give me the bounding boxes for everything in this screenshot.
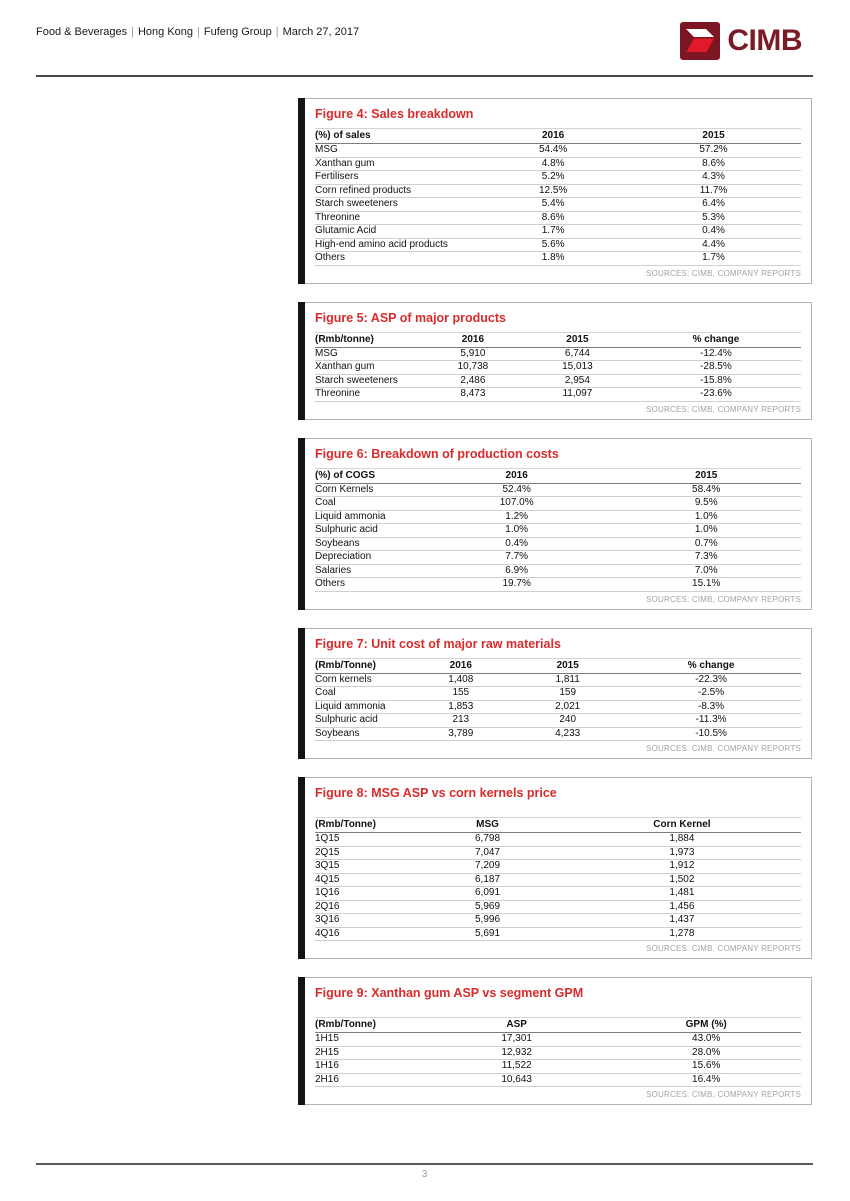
table-cell: -11.3% (621, 714, 801, 728)
table-row (315, 238, 801, 252)
table-row (315, 578, 801, 592)
table-row (315, 873, 801, 887)
table-row (315, 537, 801, 551)
table-cell: 12.5% (480, 184, 626, 198)
table-cell: 5,910 (422, 347, 524, 361)
table-row (315, 144, 801, 158)
table-cell: 1,912 (563, 860, 801, 874)
table-row (315, 198, 801, 212)
figure-title: Figure 6: Breakdown of production costs (315, 446, 559, 461)
table-cell: 15.1% (611, 578, 801, 592)
table-cell: 0.7% (611, 537, 801, 551)
table-cell: 2Q15 (315, 846, 412, 860)
table-cell: 1.7% (626, 252, 801, 266)
table-cell: 2,021 (514, 700, 621, 714)
table-cell: 17,301 (422, 1033, 612, 1047)
table-cell: 213 (407, 714, 514, 728)
table-cell: 2,954 (524, 374, 631, 388)
table-cell: 155 (407, 687, 514, 701)
table-cell: 1,278 (563, 927, 801, 941)
table-header-row (315, 818, 801, 833)
table-cell: 54.4% (480, 144, 626, 158)
table-cell: 8.6% (480, 211, 626, 225)
table-cell: 5.2% (480, 171, 626, 185)
table-cell: 52.4% (422, 483, 612, 497)
table-row (315, 900, 801, 914)
table-cell: MSG (315, 347, 422, 361)
table-row (315, 887, 801, 901)
figures-column (298, 98, 812, 1123)
column-header: Corn Kernel (563, 818, 801, 833)
table-header-row (315, 468, 801, 483)
table-row (315, 388, 801, 402)
header-divider (36, 75, 813, 77)
table-cell: Coal (315, 687, 407, 701)
header-segment: Food & Beverages (36, 26, 128, 38)
table-cell: 1.8% (480, 252, 626, 266)
table-cell: 1.7% (480, 225, 626, 239)
table-cell: 5.6% (480, 238, 626, 252)
table-row (315, 1033, 801, 1047)
table-cell: 1Q15 (315, 833, 412, 847)
column-header: 2015 (524, 332, 631, 347)
figure-source: SOURCES: CIMB, COMPANY REPORTS (646, 744, 801, 753)
figure-source: SOURCES: CIMB, COMPANY REPORTS (646, 944, 801, 953)
table-row (315, 157, 801, 171)
table-cell: 43.0% (611, 1033, 801, 1047)
table-cell: 11,522 (422, 1060, 612, 1074)
table-cell: 6,091 (412, 887, 563, 901)
table-cell: Liquid ammonia (315, 510, 422, 524)
table-row (315, 846, 801, 860)
header-segment: Fufeng Group (203, 26, 272, 38)
table-cell: Threonine (315, 211, 480, 225)
table-row (315, 171, 801, 185)
table-cell: 6.9% (422, 564, 612, 578)
table-row (315, 524, 801, 538)
table-cell: 2H15 (315, 1046, 422, 1060)
table-cell: 1Q16 (315, 887, 412, 901)
table-cell: High-end amino acid products (315, 238, 480, 252)
table-cell: 19.7% (422, 578, 612, 592)
table-cell: 1H15 (315, 1033, 422, 1047)
column-header: % change (621, 658, 801, 673)
table-cell: 11.7% (626, 184, 801, 198)
figure-accent-bar (298, 438, 305, 610)
table-row (315, 184, 801, 198)
table-cell: 12,932 (422, 1046, 612, 1060)
figure-8-box (298, 777, 812, 959)
table-row (315, 510, 801, 524)
table-cell: Others (315, 252, 480, 266)
table-row (315, 714, 801, 728)
table-cell: 6,187 (412, 873, 563, 887)
table-cell: 4.3% (626, 171, 801, 185)
table-cell: 240 (514, 714, 621, 728)
table-cell: 1,437 (563, 914, 801, 928)
table-row (315, 374, 801, 388)
table-cell: 3Q15 (315, 860, 412, 874)
table-cell: 5,996 (412, 914, 563, 928)
table-cell: 1,502 (563, 873, 801, 887)
column-header: 2016 (422, 332, 524, 347)
column-header: 2016 (407, 658, 514, 673)
table-cell: 1,408 (407, 673, 514, 687)
header-meta (36, 26, 359, 38)
figure-accent-bar (298, 302, 305, 420)
table-row (315, 700, 801, 714)
table-row (315, 1046, 801, 1060)
table-cell: -8.3% (621, 700, 801, 714)
table-header-row (315, 1018, 801, 1033)
table-header-row (315, 129, 801, 144)
table-cell: 1,973 (563, 846, 801, 860)
table-cell: 2Q16 (315, 900, 412, 914)
table-cell: 4Q15 (315, 873, 412, 887)
table-cell: Xanthan gum (315, 157, 480, 171)
header-separator: | (131, 26, 134, 38)
table-row (315, 914, 801, 928)
table-row (315, 687, 801, 701)
table-cell: Threonine (315, 388, 422, 402)
table-cell: Corn refined products (315, 184, 480, 198)
figure-4-box (298, 98, 812, 284)
table-cell: -23.6% (631, 388, 801, 402)
table-cell: Xanthan gum (315, 361, 422, 375)
column-header: (Rmb/tonne) (315, 332, 422, 347)
table-cell: 1,853 (407, 700, 514, 714)
table-cell: 7.7% (422, 551, 612, 565)
table-cell: Corn kernels (315, 673, 407, 687)
figure-accent-bar (298, 777, 305, 959)
table-cell: 4,233 (514, 727, 621, 741)
table-row (315, 225, 801, 239)
column-header: 2016 (480, 129, 626, 144)
table-cell: 10,738 (422, 361, 524, 375)
column-header: (%) of COGS (315, 468, 422, 483)
column-header: 2016 (422, 468, 612, 483)
table-cell: 16.4% (611, 1073, 801, 1087)
column-header: ASP (422, 1018, 612, 1033)
table-cell: Sulphuric acid (315, 524, 422, 538)
table-cell: 5,969 (412, 900, 563, 914)
table-cell: Depreciation (315, 551, 422, 565)
table-cell: 159 (514, 687, 621, 701)
table-header-row (315, 332, 801, 347)
figure-accent-bar (298, 977, 305, 1105)
figure-title: Figure 7: Unit cost of major raw materials (315, 636, 561, 651)
cimb-wordmark: CIMB (727, 24, 802, 57)
column-header: % change (631, 332, 801, 347)
table-cell: 3Q16 (315, 914, 412, 928)
figure-table (315, 332, 801, 402)
table-cell: 28.0% (611, 1046, 801, 1060)
table-row (315, 927, 801, 941)
table-cell: 4.4% (626, 238, 801, 252)
table-cell: 4.8% (480, 157, 626, 171)
table-cell: Sulphuric acid (315, 714, 407, 728)
figure-table (315, 468, 801, 592)
table-cell: 1.0% (611, 524, 801, 538)
table-cell: 9.5% (611, 497, 801, 511)
table-cell: 2,486 (422, 374, 524, 388)
header-separator: | (197, 26, 200, 38)
table-cell: -28.5% (631, 361, 801, 375)
table-cell: 8,473 (422, 388, 524, 402)
table-cell: 15.6% (611, 1060, 801, 1074)
table-row (315, 483, 801, 497)
table-cell: 1,456 (563, 900, 801, 914)
figure-table (315, 128, 801, 266)
table-row (315, 361, 801, 375)
table-cell: 5,691 (412, 927, 563, 941)
table-header-row (315, 658, 801, 673)
table-cell: 1H16 (315, 1060, 422, 1074)
table-row (315, 564, 801, 578)
column-header: GPM (%) (611, 1018, 801, 1033)
table-cell: Corn Kernels (315, 483, 422, 497)
figure-title: Figure 5: ASP of major products (315, 310, 506, 325)
table-cell: -2.5% (621, 687, 801, 701)
table-cell: 1.0% (611, 510, 801, 524)
figure-9-box (298, 977, 812, 1105)
figure-6-box (298, 438, 812, 610)
table-cell: Salaries (315, 564, 422, 578)
cimb-logo (680, 22, 802, 60)
figure-accent-bar (298, 628, 305, 760)
table-cell: -15.8% (631, 374, 801, 388)
table-cell: 7,047 (412, 846, 563, 860)
table-row (315, 551, 801, 565)
table-cell: 15,013 (524, 361, 631, 375)
figure-title: Figure 8: MSG ASP vs corn kernels price (315, 786, 557, 800)
cimb-arrow-icon (680, 22, 720, 60)
table-cell: 58.4% (611, 483, 801, 497)
table-cell: 0.4% (626, 225, 801, 239)
table-cell: MSG (315, 144, 480, 158)
figure-table (315, 658, 801, 742)
table-cell: 2H16 (315, 1073, 422, 1087)
table-cell: 5.3% (626, 211, 801, 225)
column-header: MSG (412, 818, 563, 833)
table-cell: Soybeans (315, 537, 422, 551)
table-cell: 1,884 (563, 833, 801, 847)
table-cell: 7,209 (412, 860, 563, 874)
table-row (315, 860, 801, 874)
table-cell: Glutamic Acid (315, 225, 480, 239)
figure-table (315, 817, 801, 941)
table-cell: 0.4% (422, 537, 612, 551)
column-header: 2015 (514, 658, 621, 673)
page-number: 3 (421, 1169, 428, 1180)
table-cell: 7.3% (611, 551, 801, 565)
table-cell: 107.0% (422, 497, 612, 511)
table-cell: -10.5% (621, 727, 801, 741)
table-row (315, 833, 801, 847)
header-segment: March 27, 2017 (282, 26, 360, 38)
header-segment: Hong Kong (137, 26, 194, 38)
table-cell: 8.6% (626, 157, 801, 171)
table-cell: Starch sweeteners (315, 198, 480, 212)
table-row (315, 1060, 801, 1074)
table-cell: 4Q16 (315, 927, 412, 941)
column-header: 2015 (626, 129, 801, 144)
figure-source: SOURCES: CIMB, COMPANY REPORTS (646, 1090, 801, 1099)
table-row (315, 497, 801, 511)
figure-table (315, 1017, 801, 1087)
table-cell: -12.4% (631, 347, 801, 361)
table-cell: 7.0% (611, 564, 801, 578)
table-row (315, 252, 801, 266)
table-row (315, 1073, 801, 1087)
figure-source: SOURCES: CIMB, COMPANY REPORTS (646, 594, 801, 604)
table-cell: 6,798 (412, 833, 563, 847)
column-header: (Rmb/Tonne) (315, 818, 412, 833)
table-cell: Fertilisers (315, 171, 480, 185)
table-cell: 1.2% (422, 510, 612, 524)
figure-5-box (298, 302, 812, 420)
table-cell: 10,643 (422, 1073, 612, 1087)
table-cell: 6,744 (524, 347, 631, 361)
table-row (315, 347, 801, 361)
column-header: 2015 (611, 468, 801, 483)
table-cell: Soybeans (315, 727, 407, 741)
table-cell: Liquid ammonia (315, 700, 407, 714)
table-cell: Coal (315, 497, 422, 511)
column-header: (Rmb/Tonne) (315, 1018, 422, 1033)
table-cell: 1,811 (514, 673, 621, 687)
table-cell: -22.3% (621, 673, 801, 687)
column-header: (%) of sales (315, 129, 480, 144)
table-row (315, 727, 801, 741)
figure-source: SOURCES: CIMB, COMPANY REPORTS (646, 268, 801, 278)
table-cell: 1.0% (422, 524, 612, 538)
table-cell: 1,481 (563, 887, 801, 901)
table-cell: Starch sweeteners (315, 374, 422, 388)
table-row (315, 211, 801, 225)
table-cell: Others (315, 578, 422, 592)
figure-7-box (298, 628, 812, 760)
table-cell: 57.2% (626, 144, 801, 158)
figure-title: Figure 4: Sales breakdown (315, 107, 474, 121)
figure-title: Figure 9: Xanthan gum ASP vs segment GPM (315, 986, 584, 1000)
table-row (315, 673, 801, 687)
header-separator: | (275, 26, 279, 38)
table-cell: 11,097 (524, 388, 631, 402)
column-header: (Rmb/Tonne) (315, 658, 407, 673)
figure-accent-bar (298, 98, 305, 284)
table-cell: 6.4% (626, 198, 801, 212)
footer-divider (36, 1163, 813, 1165)
table-cell: 5.4% (480, 198, 626, 212)
table-cell: 3,789 (407, 727, 514, 741)
figure-source: SOURCES: CIMB, COMPANY REPORTS (646, 404, 801, 414)
